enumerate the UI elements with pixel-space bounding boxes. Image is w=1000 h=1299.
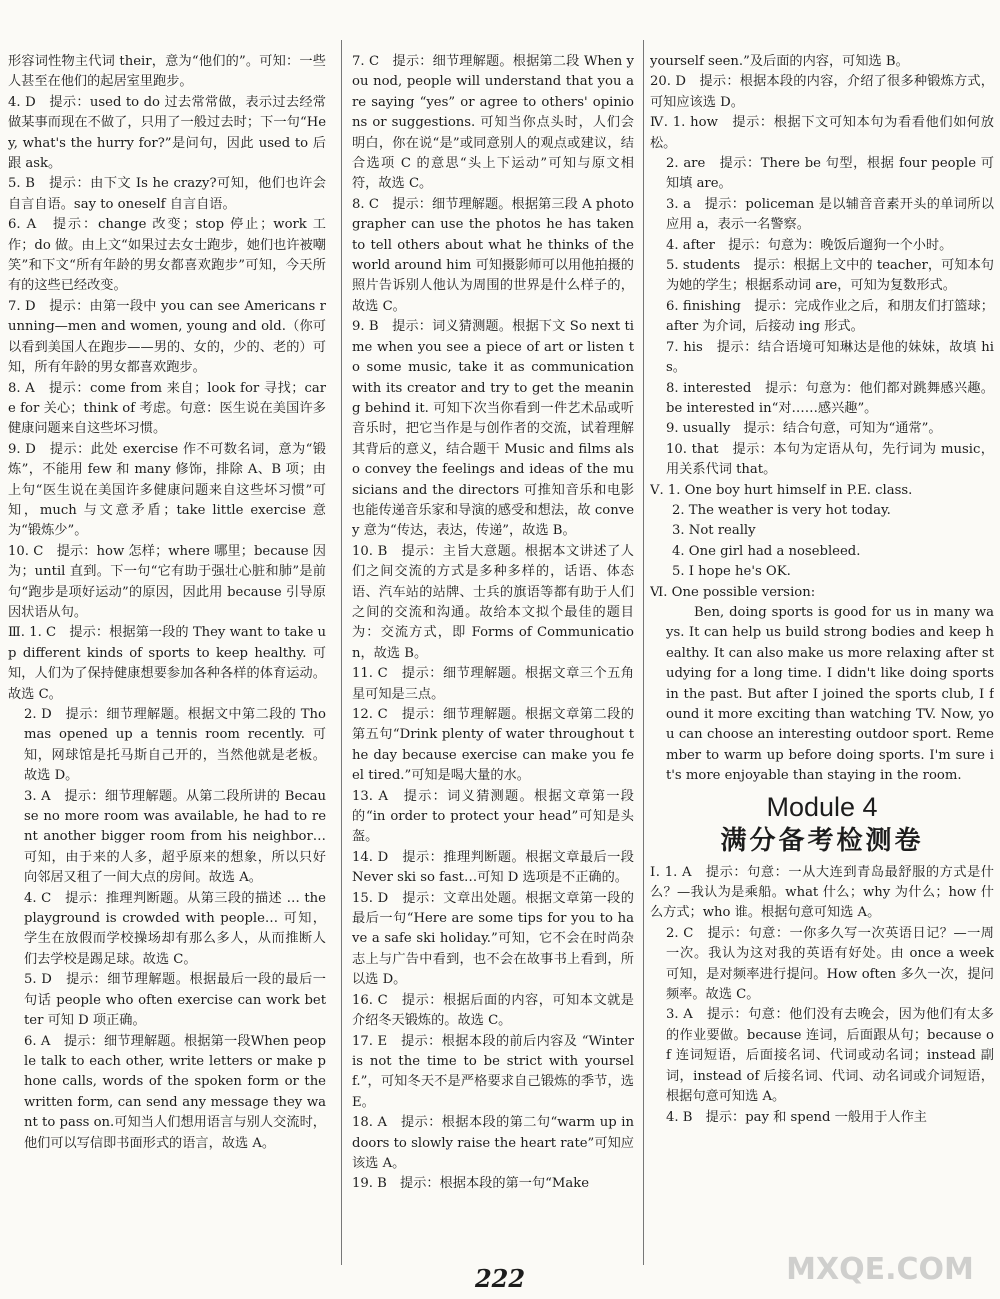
answer-item: 20. D 提示：根据本段的内容，介绍了很多种锻炼方式，可知应该选 D。 xyxy=(650,74,994,110)
answer-item: 5. D 提示：细节理解题。根据最后一段的最后一句话 people who often exercise can work better 可知 D 项正确。 xyxy=(24,972,326,1029)
answer-item: 16. C 提示：根据后面的内容，可知本文就是介绍冬天锻炼的。故选 C。 xyxy=(352,992,634,1029)
answer-item: 17. E 提示：根据本段的前后内容及 “Winter is not the time to be strict with yourself.”，可知冬天不是严格要求自己锻炼的季节，选 E。 xyxy=(352,1033,634,1110)
answer-item: 10. B 提示：主旨大意题。根据本文讲述了人们之间交流的方式是多种多样的，话语、体态语、汽车站的站牌、士兵的旗语等都有助于人们之间的交流和沟通。故给本文拟个最佳的题目为：交流方式，即 Forms of Communication，故选 B。 xyxy=(352,543,634,661)
answer-item: 5. students 提示：根据上文中的 teacher，可知本句为她的学生；根据系动词 are，可知为复数形式。 xyxy=(666,258,994,294)
answer-column-right xyxy=(650,52,994,1259)
answer-item: 7. D 提示：由第一段中 you can see Americans running—men and women, young and old.（你可以看到美国人在跑步——男的、女的，少的、老的）可知，所有年龄的男女都喜欢跑步。 xyxy=(8,298,326,376)
answer-item: 6. finishing 提示：完成作业之后，和朋友们打篮球；after 为介词，后接动 ing 形式。 xyxy=(666,298,994,335)
answer-item: 2. C 提示：句意：一你多久写一次英语日记？—一周一次。我认为这对我的英语有好处。由 once a week 可知，是对频率进行提问。How often 多久一次，提问频率。故选 C。 xyxy=(666,925,994,1003)
column-divider xyxy=(341,40,342,1265)
answer-item: 12. C 提示：细节理解题。根据文章第二段的第五句“Drink plenty of water throughout the day because exercise can make you feel tired.”可知是喝大量的水。 xyxy=(352,707,634,784)
answer-item: 4. D 提示：used to do 过去常常做，表示过去经常做某事而现在不做了，只用了一般过去时；下一句“Hey, what's the hurry for?”是问句，因此 used to 后跟 ask。 xyxy=(8,94,326,172)
watermark-logo: MXQE.COM xyxy=(786,1252,974,1287)
answer-item: 7. C 提示：细节理解题。根据第二段 When you nod, people will understand that you are saying “yes” or agree to others' opinions or suggestions. 可知当你点头时，人们会明白，你在说“是”或同意别人的观点或建议，结合选项 C 的意思“头上下运动”可知与原文相符，故选 C。 xyxy=(352,54,634,192)
answer-item: 14. D 提示：推理判断题。根据文章最后一段 Never ski so fast…可知 D 选项是不正确的。 xyxy=(352,849,634,886)
section-heading-vi: Ⅵ. One possible version: xyxy=(650,584,816,600)
answer-item: 3. A 提示：细节理解题。从第二段所讲的 Because no more room was available, he had to rent another bigger room from his neighbor… 可知，由于来的人多，超乎原来的想象，所以只好向邻居又租了一间大点的房间。故选 A。 xyxy=(24,788,326,886)
answer-item: 9. D 提示：此处 exercise 作不可数名词，意为“锻炼”，不能用 few 和 many 修饰，排除 A、B 项；由上句“医生说在美国许多健康问题来自这些坏习惯”可知，much 与文意矛盾；take little exercise 意为“锻炼少”。 xyxy=(8,441,326,539)
section-heading-iv: Ⅳ. 1. how 提示：根据下文可知本句为看看他们如何放松。 xyxy=(650,115,994,151)
answer-item: 2. are 提示：There be 句型，根据 four people 可知填 are。 xyxy=(666,156,994,192)
sample-essay: Ben, doing sports is good for us in many ways. It can help us build strong bodies and keep healthy. It can also make us more relaxing after studying for a long time. I didn't like doing sports in the past. But after I joined the sports club, I found it more exciting than watching TV. Now, you can choose an interesting outdoor sport. Remember to warm up before doing sports. I'm sure it's more enjoyable than staying in the room. xyxy=(666,604,994,784)
module-subtitle: 满分备考检测卷 xyxy=(720,825,924,856)
answer-item: 11. C 提示：细节理解题。根据文章三个五角星可知是三点。 xyxy=(352,666,634,702)
section-heading-i: Ⅰ. 1. A 提示：句意：一从大连到青岛最舒服的方式是什么？—我认为是乘船。what 什么；why 为什么；how 什么方式；who 谁。根据句意可知选 A。 xyxy=(650,864,994,921)
answer-item: 6. A 提示：细节理解题。根据第一段When people talk to each other, write letters or make phone calls, words of the spoken form or the written form, can send any message they want to pass on.可知当人们想用语言与别人交流时，他们可以写信即书面形式的语言，故选 A。 xyxy=(24,1033,326,1151)
answer-item: 3. Not really xyxy=(672,523,756,539)
answer-item: 2. The weather is very hot today. xyxy=(672,502,891,518)
module-title: Module 4 xyxy=(766,791,878,822)
answer-item: 4. B 提示：pay 和 spend 一般用于人作主 xyxy=(666,1109,927,1125)
answer-item: 3. a 提示：policeman 是以辅音音素开头的单词所以应用 a，表示一名警察。 xyxy=(666,196,994,233)
answer-item: 9. B 提示：词义猜测题。根据下文 So next time when you see a piece of art or listen to some music, take it as communication with its creator and try to get the meaning behind it. 可知下次当你看到一件艺术品或听音乐时，把它当作是与创作者的交流，试着理解其背后的意义，结合题干 Music and films also convey the feelings and ideas of the musicians and the directors 可推知音乐和电影也能传递音乐家和导演的感受和想法，故 convey 意为“传达，表达，传递”，故选 B。 xyxy=(352,319,634,539)
answer-item: 形容词性物主代词 their，意为“他们的”。可知：一些人甚至在他们的起居室里跑步。 xyxy=(8,54,326,90)
section-heading-iii: Ⅲ. 1. C 提示：根据第一段的 They want to take up different kinds of sports to keep healthy. 可知，人们为了保持健康想要参加各种各样的体育运动。故选 C。 xyxy=(8,625,326,702)
answer-item: 4. One girl had a nosebleed. xyxy=(672,543,861,559)
answer-item: 19. B 提示：根据本段的第一句“Make xyxy=(352,1176,590,1192)
answer-item: 10. C 提示：how 怎样；where 哪里；because 因为；until 直到。下一句“它有助于强壮心脏和肺”是前句“跑步是项好运动”的原因，因此用 because 引导原因状语从句。 xyxy=(8,543,326,620)
answer-column-left xyxy=(8,52,326,1259)
answer-item: 9. usually 提示：结合句意，可知为“通常”。 xyxy=(666,421,942,437)
answer-item: yourself seen.”及后面的内容，可知选 B。 xyxy=(650,54,909,69)
section-heading-v: Ⅴ. 1. One boy hurt himself in P.E. class. xyxy=(650,482,913,498)
answer-item: 10. that 提示：本句为定语从句，先行词为 music，用关系代词 that。 xyxy=(666,441,994,478)
answer-item: 3. A 提示：句意：他们没有去晚会，因为他们有太多的作业要做。because 连词，后面跟从句；because of 连词短语，后面接名词、代词或动名词；instead 副词，instead of 后接名词、代词、动名词或介词短语，根据句意可知选 A。 xyxy=(666,1007,994,1105)
column-divider xyxy=(643,40,644,1265)
answer-item: 15. D 提示：文章出处题。根据文章第一段的最后一句“Here are some tips for you to have a safe ski holiday.”可知，它不会在时尚杂志上与广告中看到，也不会在故事书上看到，所以选 D。 xyxy=(352,890,634,988)
page-number: 222 xyxy=(474,1264,526,1293)
answer-item: 8. A 提示：come from 来自；look for 寻找；care for 关心；think of 考虑。句意：医生说在美国许多健康问题来自这些坏习惯。 xyxy=(8,380,326,437)
answer-column-middle xyxy=(352,52,634,1259)
answer-item: 4. after 提示：句意为：晚饭后遛狗一个小时。 xyxy=(666,237,953,253)
answer-item: 13. A 提示：词义猜测题。根据文章第一段的“in order to protect your head”可知是头盔。 xyxy=(352,788,634,845)
answer-item: 5. B 提示：由下文 Is he crazy?可知，他们也许会自言自语。say to oneself 自言自语。 xyxy=(8,176,326,212)
answer-item: 4. C 提示：推理判断题。从第三段的描述 … the playground is crowded with people… 可知，学生在放假而学校操场却有那么多人，从而推断人们去学校是踢足球。故选 C。 xyxy=(24,890,326,967)
answer-item: 7. his 提示：结合语境可知琳达是他的妹妹，故填 his。 xyxy=(666,339,994,376)
answer-item: 6. A 提示：change 改变；stop 停止；work 工作；do 做。由上文“如果过去女士跑步，她们也许被嘲笑”和下文“所有年龄的男女都喜欢跑步”可知，今天所有的这些已经改变。 xyxy=(8,217,326,294)
answer-item: 8. C 提示：细节理解题。根据第三段 A photographer can use the photos he has taken to tell others about what he thinks of the world around him 可知摄影师可以用他拍摄的照片告诉别人他认为周围的世界是什么样子的，故选 C。 xyxy=(352,196,634,314)
answer-item: 2. D 提示：细节理解题。根据文中第二段的 Thomas opened up a tennis room recently. 可知，网球馆是托马斯自己开的，当然他就是老板。故选 D。 xyxy=(24,707,326,784)
answer-item: 18. A 提示：根据本段的第二句“warm up indoors to slowly raise the heart rate”可知应该选 A。 xyxy=(352,1115,634,1171)
answer-item: 5. I hope he's OK. xyxy=(672,564,791,580)
answer-item: 8. interested 提示：句意为：他们都对跳舞感兴趣。be interested in“对……感兴趣”。 xyxy=(666,380,994,416)
